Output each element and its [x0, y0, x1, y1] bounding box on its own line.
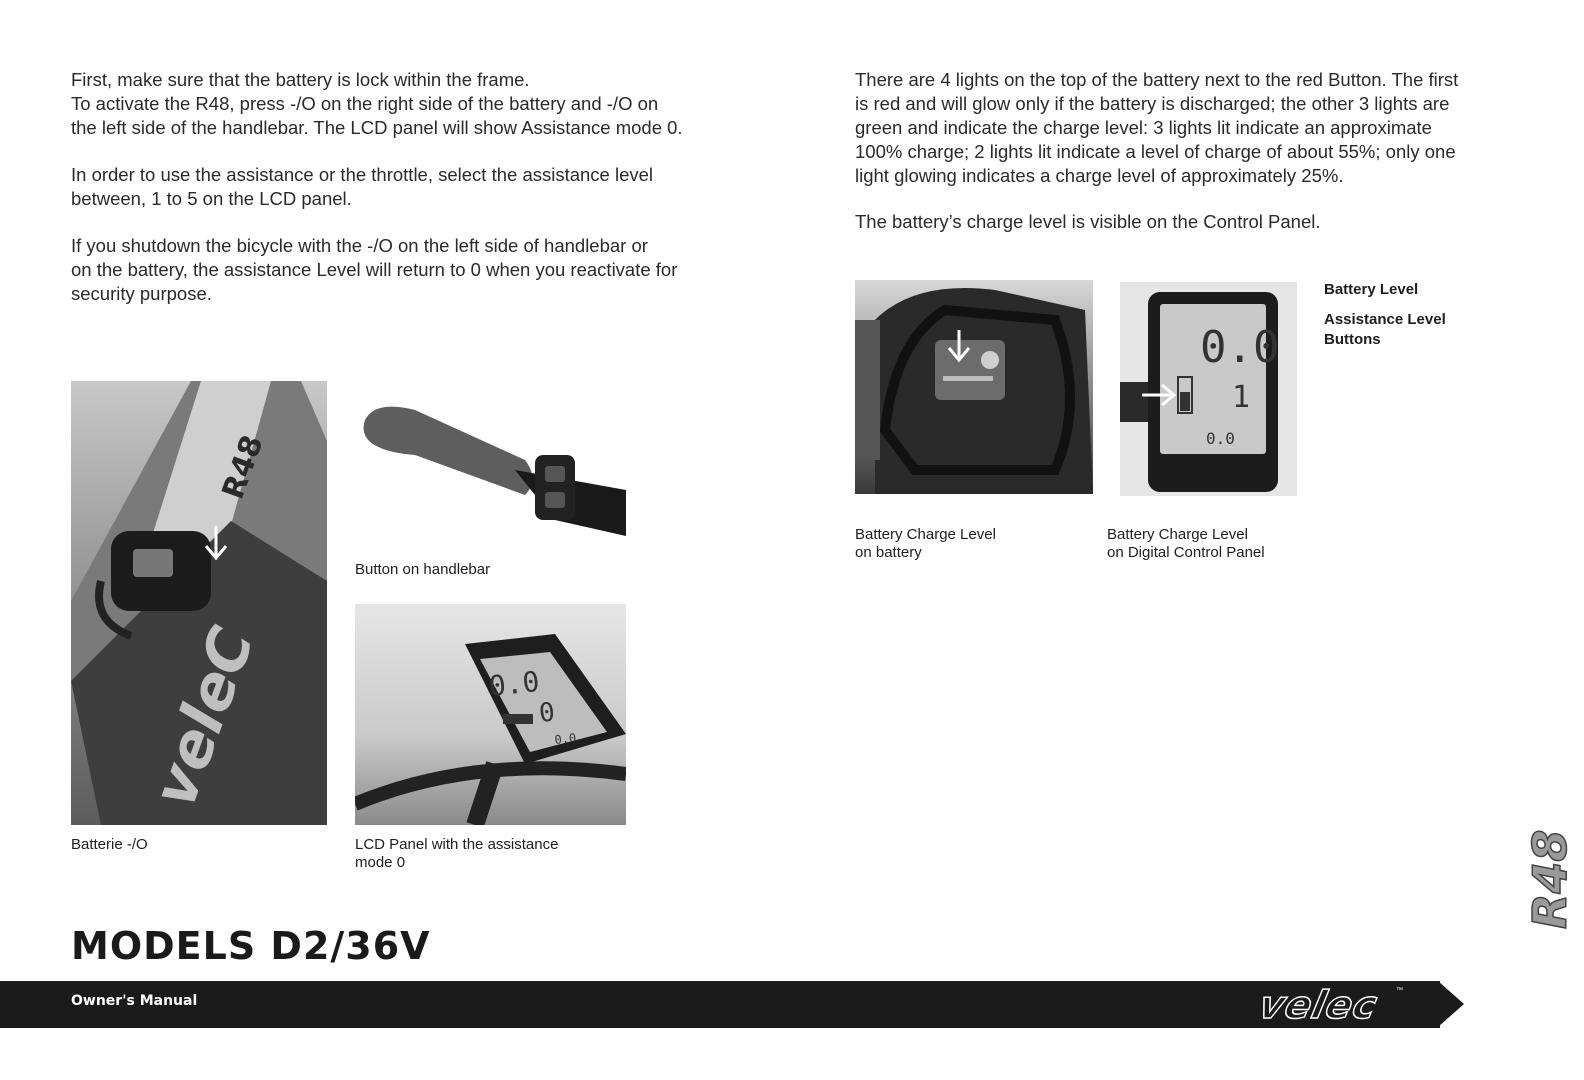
- lcd-small-speed-text: 0.0: [487, 664, 542, 703]
- battery-level-label: Battery Level: [1324, 281, 1419, 298]
- footer-manual-label: Owner's Manual: [71, 993, 198, 1009]
- handlebar-photo: [355, 400, 626, 536]
- side-model-mark: R48: [1523, 829, 1577, 929]
- intro-paragraph: First, make sure that the battery is lock within the frame. To activate the R48, press -/O on the right side of the battery and -/O on the left side of the handlebar. The LCD panel will show Assistance mode 0.: [71, 69, 683, 138]
- shutdown-paragraph: If you shutdown the bicycle with the -/O on the left side of handlebar or on the battery, the assistance Level will return to 0 when you reactivate for security purpose.: [71, 235, 678, 304]
- frame-model-text: R48: [215, 430, 271, 504]
- trademark-mark: ™: [1396, 987, 1403, 994]
- footer-arrow-shape: [1438, 981, 1464, 1027]
- battery-lights-paragraph: There are 4 lights on the top of the battery next to the red Button. The first is red and will glow only if the battery is discharged; the other 3 lights are green and indicate the charge level: 3 lights lit indicate an approximate 100% charge; 2 lights lit indicate a level of charge of about 55%; only one light glowing indicates a charge level of approximately 25%.: [855, 69, 1459, 186]
- battery-photo-caption: Batterie -/O: [71, 836, 148, 853]
- lcd-photo-caption: LCD Panel with the assistance mode 0: [355, 836, 559, 871]
- lcd-speed-text: 0.0: [1200, 322, 1280, 373]
- lcd-distance-text: 0.0: [1206, 429, 1235, 448]
- lcd-small-level-text: 0: [537, 697, 557, 729]
- assistance-paragraph: In order to use the assistance or the throttle, select the assistance level between, 1 to 5 on the LCD panel.: [71, 164, 654, 209]
- lcd-level-text: 1: [1232, 380, 1251, 415]
- footer-bar: [0, 981, 1440, 1028]
- models-heading: MODELS D2/36V: [71, 924, 431, 968]
- battery-top-photo: [855, 280, 1093, 494]
- velec-logo: velec: [1255, 983, 1382, 1027]
- handlebar-photo-caption: Button on handlebar: [355, 561, 491, 578]
- battery-frame-photo: [71, 381, 327, 825]
- control-panel-caption: Battery Charge Level on Digital Control Panel: [1107, 526, 1265, 561]
- lcd-small-distance-text: 0.0: [553, 730, 577, 747]
- charge-visible-paragraph: The battery’s charge level is visible on the Control Panel.: [855, 211, 1321, 232]
- lcd-panel-photo: [355, 604, 626, 825]
- battery-top-caption: Battery Charge Level on battery: [855, 526, 996, 561]
- frame-brand-text: veleC: [139, 618, 269, 817]
- assistance-buttons-label: Assistance Level Buttons: [1324, 311, 1446, 348]
- control-panel-photo: [1120, 282, 1297, 496]
